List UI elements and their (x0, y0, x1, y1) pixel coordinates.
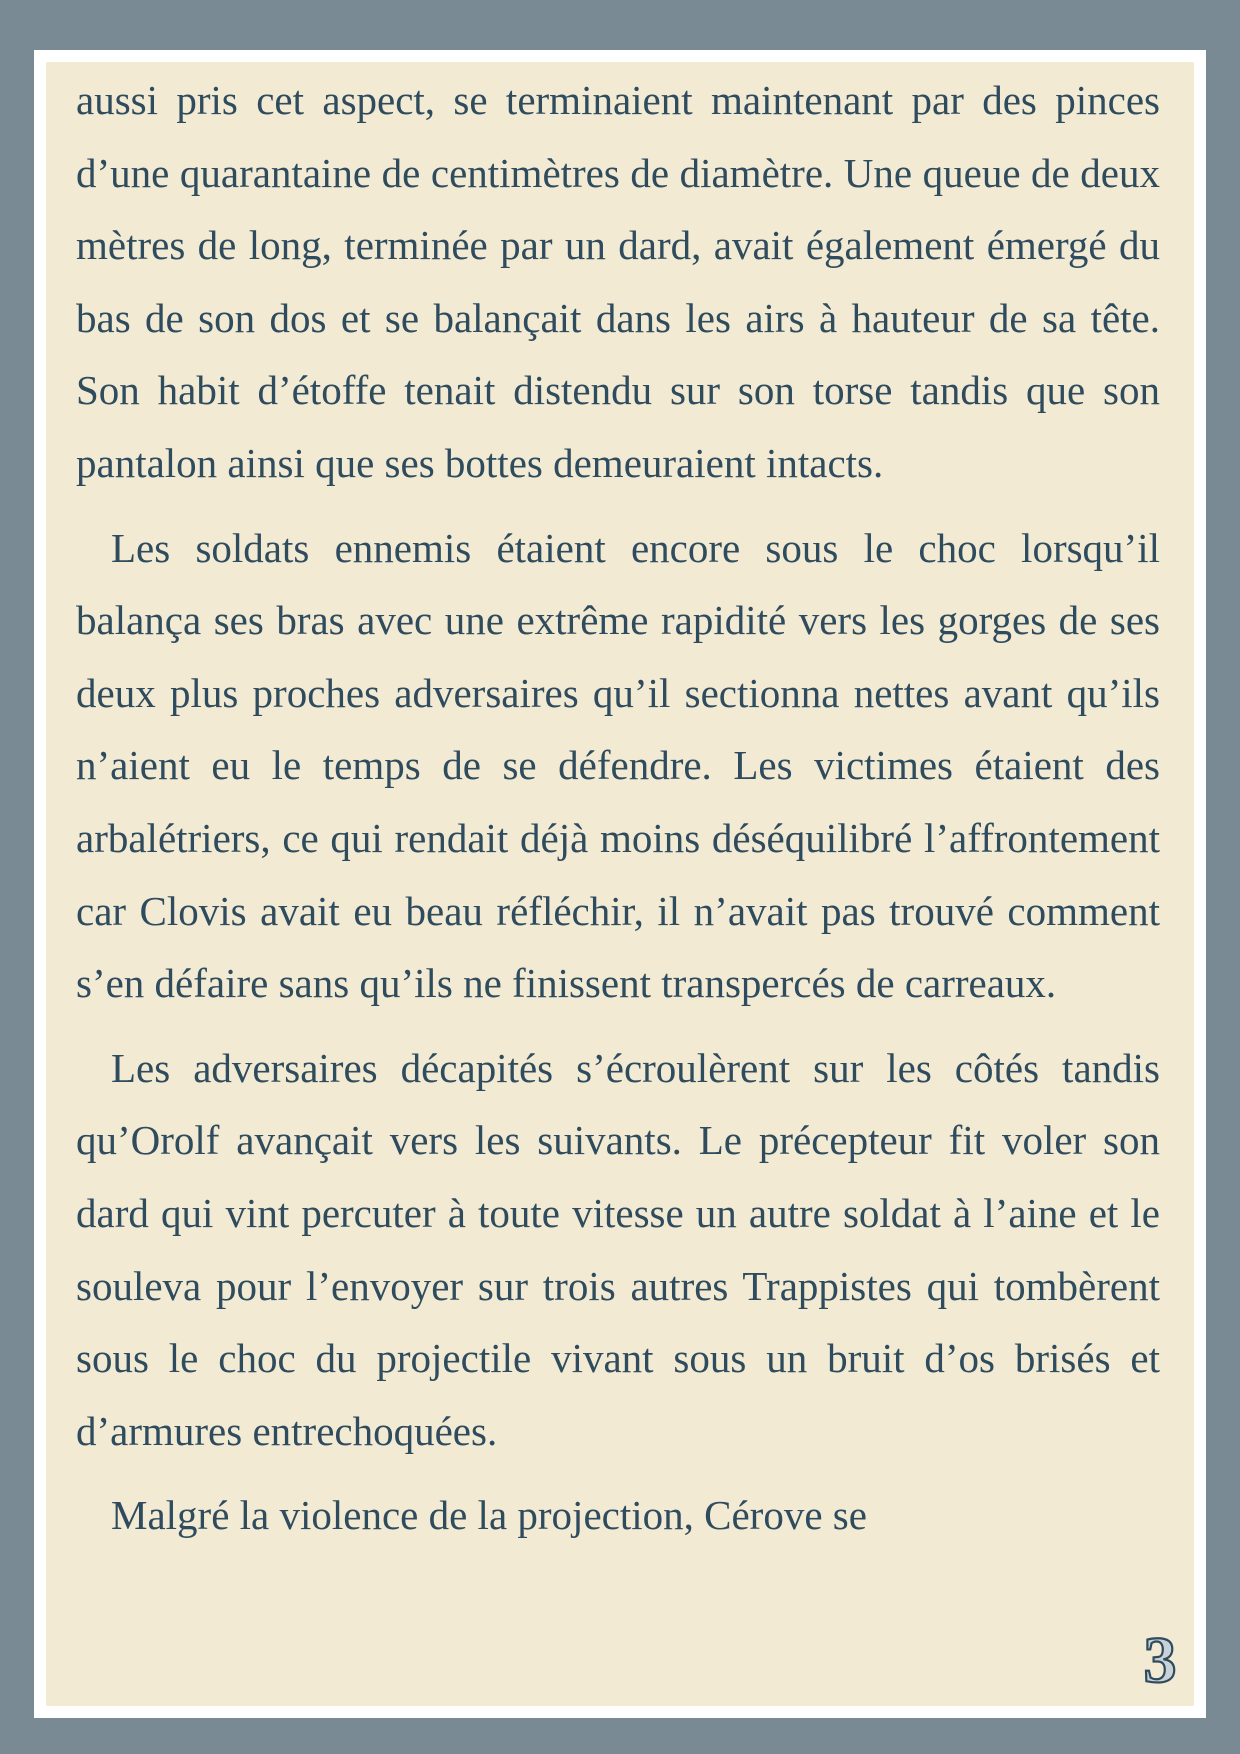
paragraph-2: Les soldats ennemis étaient encore sous le choc lorsqu’il balança ses bras avec une extrême rapidité vers les gorges de ses deux plus proches adversaires qu’il sectionna nettes avant qu’ils n’aient eu le temps de se défendre. Les victimes étaient des arbalétriers, ce qui rendait déjà moins déséquilibré l’affrontement car Clovis avait eu beau réfléchir, il n’avait pas trouvé comment s’en défaire sans qu’ils ne finissent transpercés de carreaux. (76, 524, 1160, 1007)
page-number-text: 3 (1143, 1628, 1177, 1692)
paragraph-1: aussi pris cet aspect, se terminaient maintenant par des pinces d’une quarantaine de centimètres de diamètre. Une queue de deux mètres de long, terminée par un dard, avait également émergé du bas de son dos et se balançait dans les airs à hauteur de sa tête. Son habit d’étoffe tenait distendu sur son torse tandis que son pantalon ainsi que ses bottes demeuraient intacts. (76, 77, 1160, 486)
paragraph-4: Malgré la violence de la projection, Cérove se (111, 1492, 867, 1539)
paragraph-3: Les adversaires décapités s’écroulèrent sur les côtés tandis qu’Orolf avançait vers les suivants. Le précepteur fit voler son dard qui vint percuter à toute vitesse un autre soldat à l’aine et le souleva pour l’envoyer sur trois autres Trappistes qui tombèrent sous le choc du projectile vivant sous un bruit d’os brisés et d’armures entrechoquées. (76, 1044, 1160, 1454)
body-text (76, 64, 1160, 1552)
page-number (1134, 1628, 1186, 1692)
